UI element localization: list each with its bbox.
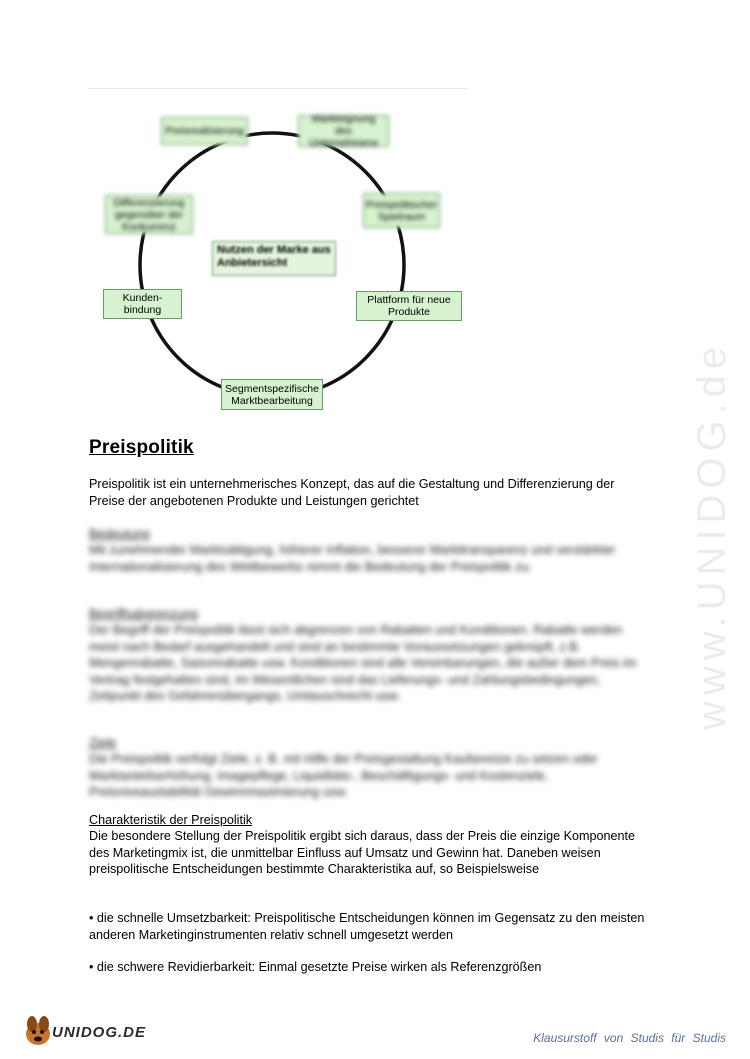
diagram-center-label: Nutzen der Marke aus Anbietersicht [212, 241, 336, 276]
diagram-node-6: Plattform für neue Produkte [356, 291, 462, 321]
abgrenzung-heading: Begriffsabgrenzung [89, 607, 198, 621]
bullet-item-2: • die schwere Revidierbarkeit: Einmal gesetzte Preise wirken als Referenzgrößen [89, 960, 542, 974]
diagram-node-2: Markteignung des Unternehmens [298, 115, 389, 147]
diagram-node-4: Preispolitischer Spielraum [363, 193, 440, 228]
watermark: www.UNIDOG.de [690, 340, 734, 730]
bedeutung-heading: Bedeutung [89, 527, 150, 541]
bedeutung-text: Mit zunehmender Marktsättigung, höherer Inflation, besserer Markttransparenz und verstärkter Internationalisierung des Wettbewerbs nimmt die Bedeutung der Preispolitik zu. [89, 543, 616, 574]
diagram-node-5: Kunden- bindung [103, 289, 182, 319]
bullet-item-1: • die schnelle Umsetzbarkeit: Preispolitische Entscheidungen können im Gegensatz zu den meisten anderen Marketinginstrumenten relativ schnell umgesetzt werden [89, 911, 645, 942]
abgrenzung-text: Der Begriff der Preispolitik lässt sich abgrenzen von Rabatten und Konditionen. Rabatte werden meist nach Bedarf ausgehandelt und sind an bestimmte Voraussetzungen geknüpft, z.B. Mengenrabatte, Saisonrabatte usw. Konditionen sind alle Vereinbarungen, die außer dem Preis im Vertrag festgehalten sind, im Wesentlichen sind das Lieferungs- und Zahlungsbedingungen, Zeitpunkt des Gefahrenübergangs, Umtauschrecht usw. [89, 623, 637, 703]
diagram-node-3: Differenzierung gegenüber der Konkurrenz [105, 195, 193, 234]
diagram-node-1: Preisrealisierung [161, 117, 248, 145]
ziele-heading: Ziele [89, 736, 117, 750]
section-title: Preispolitik [89, 437, 194, 458]
ziele-text: Die Preispolitik verfolgt Ziele, z. B. mit Hilfe der Preisgestaltung Kaufanreize zu setzen oder Marktanteilserhöhung, Imagepflege, Liquiditäts-, Beschäftigungs- und Kostenziele, Preisniveaustabilität Gewinnmaximierung usw. [89, 752, 598, 799]
logo-text: UNIDOG.DE [52, 1024, 147, 1041]
diagram-node-7: Segmentspezifische Marktbearbeitung [221, 379, 323, 410]
charakteristik-heading: Charakteristik der Preispolitik [89, 813, 253, 827]
footer-tagline: Klausurstoff von Studis für Studis [533, 1031, 726, 1045]
charakteristik-text: Die besondere Stellung der Preispolitik ergibt sich daraus, dass der Preis die einzige Komponente des Marketingmix ist, die unmittelbar Einfluss auf Umsatz und Gewinn hat. Daneben weisen preispolitische Entscheidungen bestimmte Charakteristika auf, so Beispielsweise [89, 829, 636, 876]
intro-paragraph: Preispolitik ist ein unternehmerisches Konzept, das auf die Gestaltung und Differenzierung der Preise der angebotenen Produkte und Leistungen gerichtet [89, 477, 615, 508]
